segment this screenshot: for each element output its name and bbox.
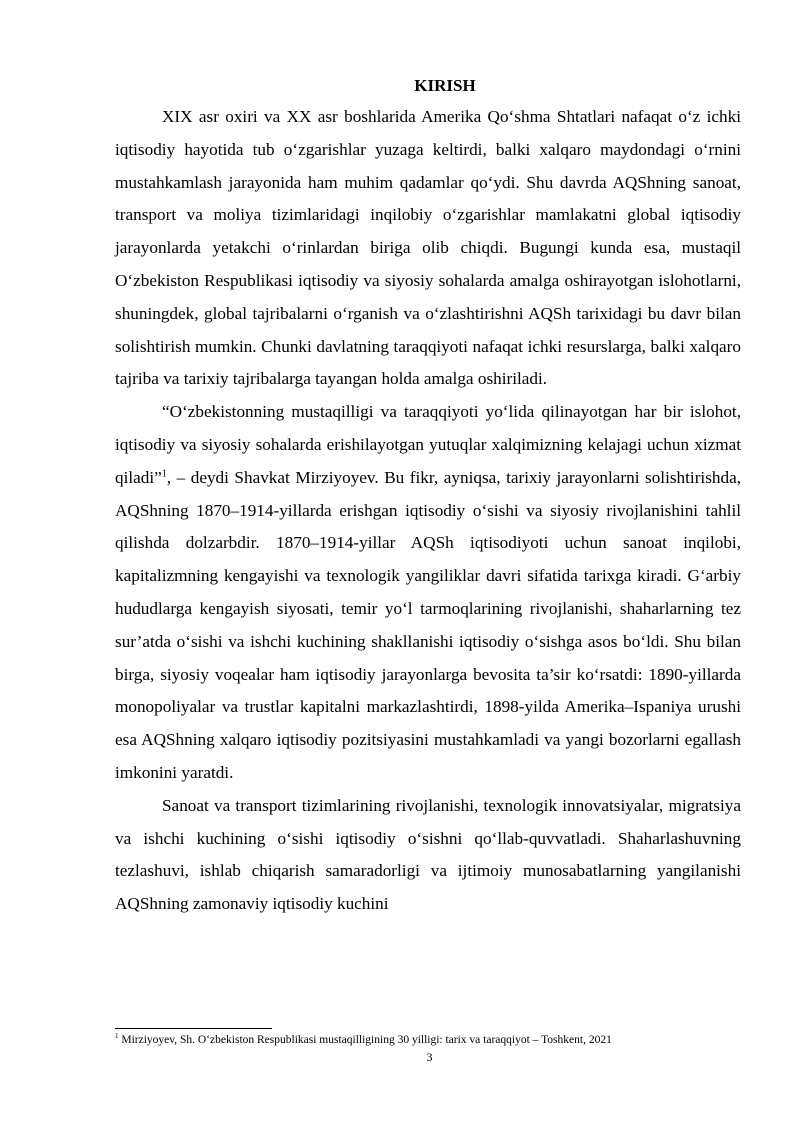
paragraph-2 bbox=[115, 396, 741, 790]
body-text bbox=[115, 101, 741, 921]
footnote-separator bbox=[115, 1028, 272, 1029]
paragraph-3: Sanoat va transport tizimlarining rivojlanishi, texnologik innovatsiyalar, migratsiya va ishchi kuchining o‘sishi iqtisodiy o‘sishni qo‘llab-quvvatladi. Shaharlashuvning tezlashuvi, ishlab chiqarish samaradorligi va ijtimoiy munosabatlarning yangilanishi AQShning zamonaviy iqtisodiy kuchini bbox=[115, 795, 741, 914]
paragraph-2-rest: , – deydi Shavkat Mirziyoyev. Bu fikr, ayniqsa, tarixiy jarayonlarni solishtirishda, AQShning 1870–1914-yillarda erishgan iqtisodiy o‘sishi va siyosiy rivojlanishini tahlil qilishda dolzarbdir. 1870–1914-yillar AQSh iqtisodiyoti uchun sanoat inqilobi, kapitalizmning kengayishi va texnologik yangiliklar davri sifatida tarixga kiradi. G‘arbiy hududlarga kengayish siyosati, temir yo‘l tarmoqlarining rivojlanishi, shaharlarning tez sur’atda o‘sishi va ishchi kuchining shakllanishi iqtisodiy o‘sishga asos bo‘ldi. Shu bilan birga, siyosiy voqealar ham iqtisodiy jarayonlarga bevosita ta’sir ko‘rsatdi: 1890-yillarda monopoliyalar va trustlar kapitalni markazlashtirdi, 1898-yilda Amerika–Ispaniya urushi esa AQShning xalqaro iqtisodiy pozitsiyasini mustahkamladi va yangi bozorlarni egallash imkonini yaratdi. bbox=[115, 467, 741, 782]
footnote-marker: 1 bbox=[115, 1032, 119, 1041]
paragraph-1: XIX asr oxiri va XX asr boshlarida Amerika Qo‘shma Shtatlari nafaqat o‘z ichki iqtisodiy hayotida tub o‘zgarishlar yuzaga keltirdi, balki xalqaro maydondagi o‘rnini mustahkamlash jarayonida ham muhim qadamlar qo‘ydi. Shu davrda AQShning sanoat, transport va moliya tizimlaridagi inqilobiy o‘zgarishlar mamlakatni global iqtisodiy jarayonlarda yetakchi o‘rinlardan biriga olib chiqdi. Bugungi kunda esa, mustaqil O‘zbekiston Respublikasi iqtisodiy va siyosiy sohalarda amalga oshirayotgan islohotlarni, shuningdek, global tajribalarni o‘rganish va o‘zlashtirishni AQSh tarixidagi bu davr bilan solishtirish mumkin. Chunki davlatning taraqqiyoti nafaqat ichki resurslarga, balki xalqaro tajriba va tarixiy tajribalarga tayangan holda amalga oshiriladi. bbox=[115, 107, 741, 389]
page-number: 3 bbox=[426, 1050, 433, 1064]
section-title: KIRISH bbox=[414, 76, 476, 95]
quote-text: “O‘zbekistonning mustaqilligi va taraqqiyoti yo‘lida qilinayotgan har bir islohot, iqtisodiy va siyosiy sohalarda erishilayotgan yutuqlar xalqimizning kelajagi uchun xizmat qiladi” bbox=[115, 402, 741, 487]
footnote-text: Mirziyoyev, Sh. O‘zbekiston Respublikasi mustaqilligining 30 yilligi: tarix va taraqqiyot – Toshkent, 2021 bbox=[118, 1034, 612, 1046]
footnote bbox=[115, 1033, 755, 1048]
footnote-reference: 1 bbox=[161, 468, 167, 480]
